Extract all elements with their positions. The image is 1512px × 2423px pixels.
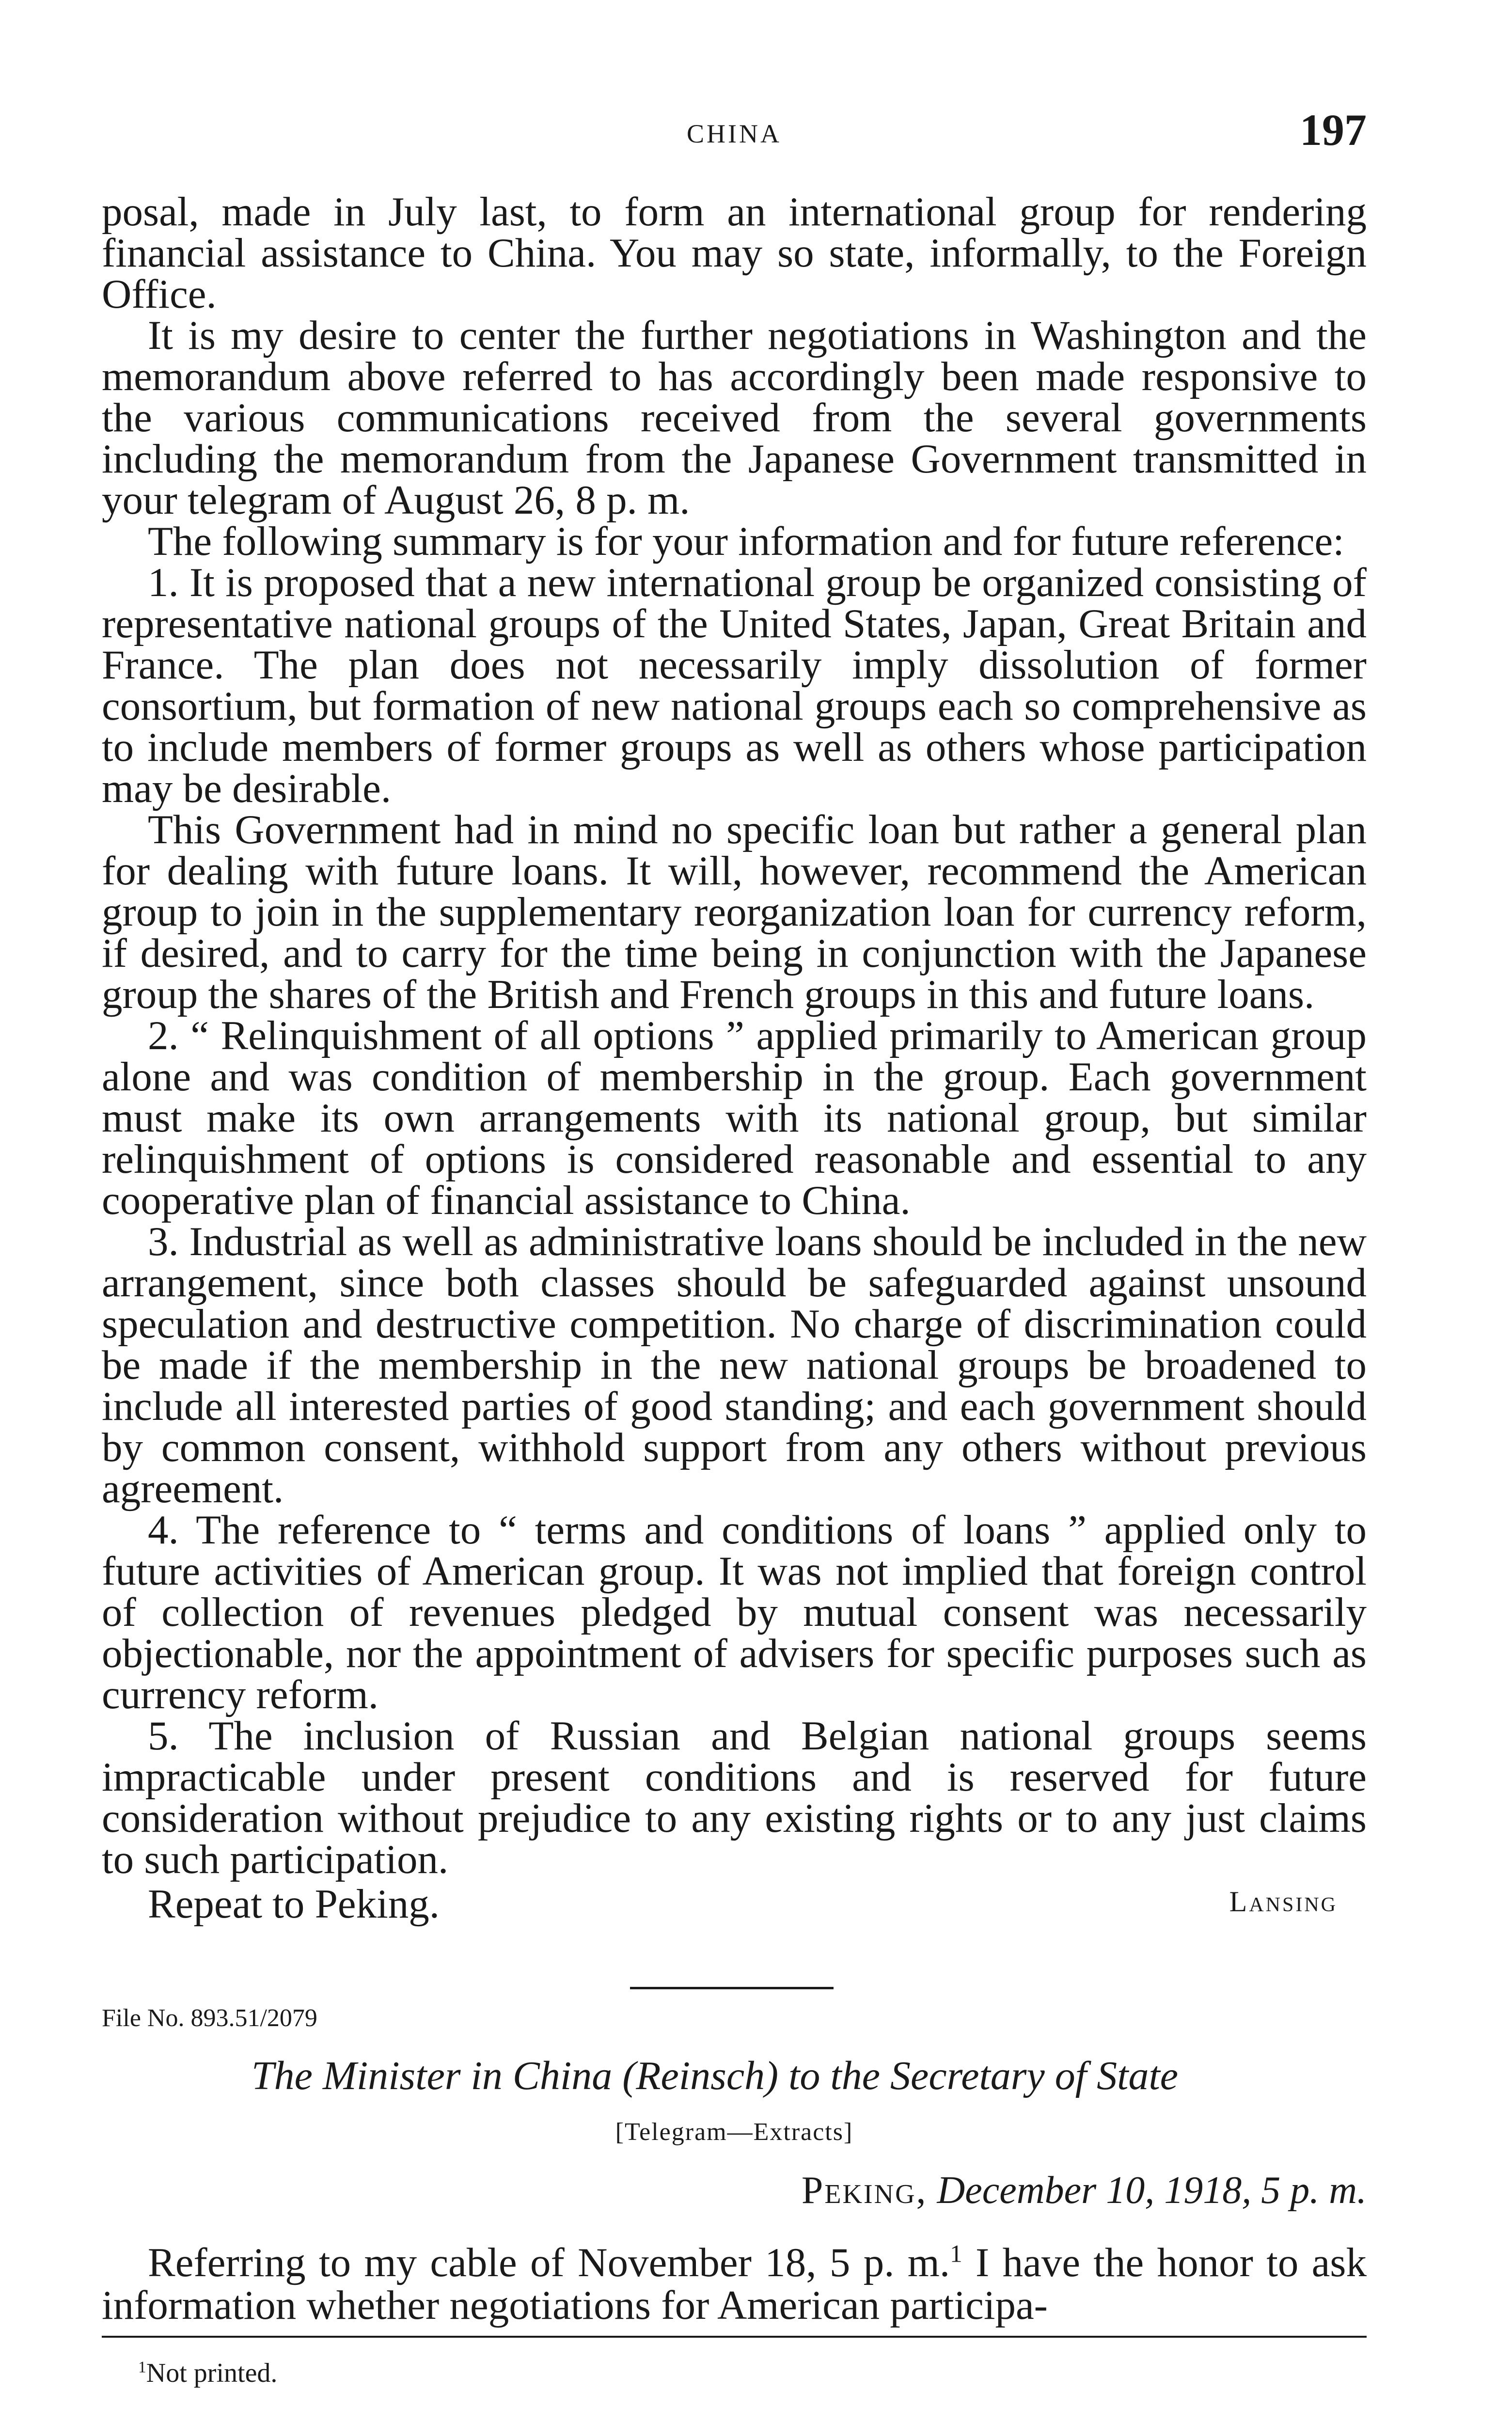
document-subtitle: [Telegram—Extracts] xyxy=(615,2118,853,2146)
document-title: The Minister in China (Reinsch) to the Secretary of State xyxy=(251,2053,1179,2098)
body-text xyxy=(102,191,1367,1926)
paragraph: The following summary is for your information and for future reference: xyxy=(148,519,1344,564)
page-number: 197 xyxy=(1300,105,1367,155)
footnote xyxy=(138,2358,277,2389)
paragraph xyxy=(102,2241,1367,2327)
paragraph: It is my desire to center the further negotiations in Washington and the memorandum above referred to has accordingly been made responsive to the various communications received from the several governments including the memorandum from the Japanese Government transmitted in your telegram of August 26, 8 p. m. xyxy=(102,313,1367,523)
file-number: File No. 893.51/2079 xyxy=(102,2004,317,2032)
paragraph-text: Referring to my cable of November 18, 5 p. m. xyxy=(148,2240,950,2285)
paragraph: 1. It is proposed that a new international group be organized consisting of representative national groups of the United States, Japan, Great Britain and France. The plan does not necessarily imply dissolution of former consortium, but formation of new national groups each so comprehensive as to include members of former groups as well as others whose participation may be desirable. xyxy=(102,560,1367,811)
dateline-place: Peking, xyxy=(801,2169,928,2212)
footnote-text: Not printed. xyxy=(146,2358,278,2388)
paragraph: posal, made in July last, to form an international group for rendering financial assistance to China. You may so state, informally, to the Foreign Office. xyxy=(102,189,1367,317)
paragraph: 5. The inclusion of Russian and Belgian national groups seems impracticable under present conditions and is reserved for future consideration without prejudice to any existing rights or to any just claims to such participation. xyxy=(102,1713,1367,1882)
paragraph: This Government had in mind no specific loan but rather a general plan for dealing with future loans. It will, however, recommend the American group to join in the supplementary reorganization loan for currency reform, if desired, and to carry for the time being in conjunction with the Japanese group the shares of the British and French groups in this and future loans. xyxy=(102,807,1367,1017)
footnote-marker: 1 xyxy=(138,2358,146,2376)
signer-name: Lansing xyxy=(1229,1886,1338,1918)
page-header xyxy=(102,104,1367,157)
footnote-divider xyxy=(102,2336,1367,2338)
running-head: CHINA xyxy=(687,119,782,148)
repeat-instruction: Repeat to Peking. xyxy=(148,1881,440,1927)
paragraph: 3. Industrial as well as administrative loans should be included in the new arrangement, since both classes should be safeguarded against unsound speculation and destructive competition. No charge of discrimination could be made if the membership in the new national groups be broadened to include all interested parties of good standing; and each government should by common consent, withhold support from any others without previous agreement. xyxy=(102,1219,1367,1511)
letter-body xyxy=(102,2241,1367,2327)
signoff xyxy=(102,1880,1367,1926)
section-divider xyxy=(630,1987,834,1989)
paragraph: 2. “ Relinquishment of all options ” applied primarily to American group alone and was condition of membership in the group. Each government must make its own arrangements with its national group, but similar relinquishment of options is considered reasonable and essential to any cooperative plan of financial assistance to China. xyxy=(102,1013,1367,1223)
dateline-date: December 10, 1918, 5 p. m. xyxy=(937,2169,1367,2212)
dateline xyxy=(802,2169,1367,2213)
paragraph-text: I have the honor to ask information whether negotiations for American participa- xyxy=(102,2240,1367,2328)
footnote-reference: 1 xyxy=(950,2240,962,2268)
paragraph: 4. The reference to “ terms and conditions of loans ” applied only to future activities of American group. It was not implied that foreign control of collection of revenues pledged by mutual consent was necessarily objectionable, nor the appointment of advisers for specific purposes such as currency reform. xyxy=(102,1507,1367,1717)
